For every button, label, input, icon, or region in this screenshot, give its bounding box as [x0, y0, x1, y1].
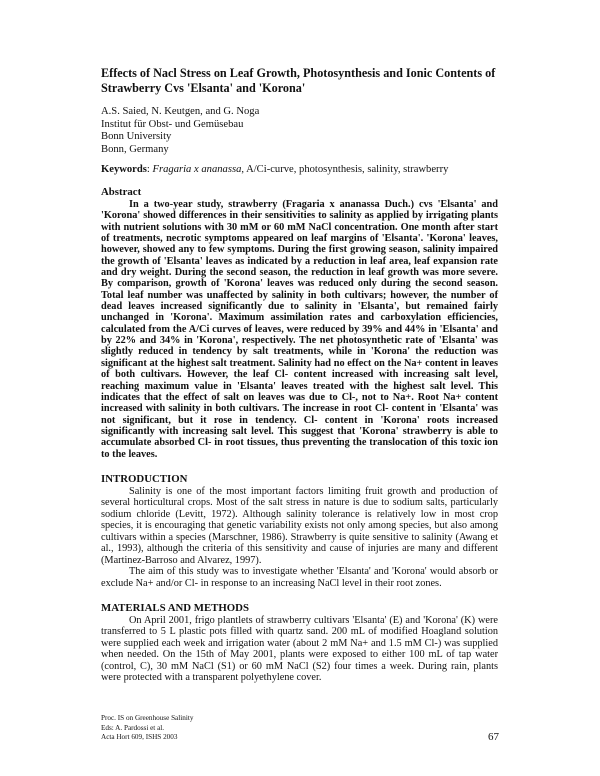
affiliation-line: Bonn, Germany: [101, 143, 169, 155]
footer-line: Proc. IS on Greenhouse Salinity: [101, 714, 194, 722]
affiliation-line: Bonn University: [101, 131, 172, 142]
affiliation: [101, 119, 498, 157]
keywords-species: Fragaria x ananassa: [152, 164, 242, 175]
affiliation-line: Institut für Obst- und Gemüsebau: [101, 118, 244, 130]
introduction-paragraph: The aim of this study was to investigate whether 'Elsanta' and 'Korona' would absorb or exclude Na+ and/or Cl- in response to an increasing NaCl level in their root zones.: [101, 566, 498, 589]
introduction-heading: INTRODUCTION: [101, 472, 188, 485]
introduction-paragraph: Salinity is one of the most important factors limiting fruit growth and production of several horticultural crops. Most of the salt stress in nature is due to sodium salts, particularly sodium chloride (Levitt, 1972). Although salinity tolerance is relatively low in most crop species, it is encouraging that genetic variability exists not only among species, but also among cultivars within a species (Marschner, 1986). Strawberry is quite sensitive to salinity (Awang et al., 1993), although the criteria of this sensitivity and cause of injuries are many and different (Martinez-Barroso and Alvarez, 1997).: [101, 485, 498, 566]
abstract-heading: Abstract: [101, 186, 142, 198]
footer-line: Acta Hort 609, ISHS 2003: [101, 733, 178, 741]
keywords-label: Keywords: [101, 164, 147, 175]
author-list: A.S. Saied, N. Keutgen, and G. Noga: [101, 106, 260, 117]
methods-heading: MATERIALS AND METHODS: [101, 601, 249, 614]
keywords-rest: , A/Ci-curve, photosynthesis, salinity, strawberry: [241, 164, 449, 175]
paper-title: Effects of Nacl Stress on Leaf Growth, Photosynthesis and Ionic Contents of Strawberry Cvs 'Elsanta' and 'Korona': [101, 66, 496, 95]
abstract-text: In a two-year study, strawberry (Fragaria x ananassa Duch.) cvs 'Elsanta' and 'Korona' showed differences in their sensitivities to salinity as applied by irrigating plants with nutrient solutions with 30 mM or 60 mM NaCl concentration. One month after start of treatments, necrotic symptoms appeared on leaf margins of 'Elsanta'. 'Korona' leaves, however, showed any to few symptoms. During the first growing season, salinity impaired the growth of 'Elsanta' leaves as indicated by a reduction in leaf area, leaf expansion rate and dry weight. During the second season, the reduction in leaf growth was more severe. By comparison, growth of 'Korona' leaves was reduced only during the second season. Total leaf number was unaffected by salinity in both cultivars; however, the number of dead leaves increased significantly due to salinity in 'Elsanta', but remained fairly unchanged in 'Korona'. Maximum assimilation rates and carboxylation efficiencies, calculated from the A/Ci curves of leaves, were reduced by 39% and 44% in 'Elsanta' and by 22% and 34% in 'Korona', respectively. The net photosynthetic rate of 'Elsanta' was slightly reduced in tendency by salt treatments, while in 'Korona' the reduction was significant at the highest salt treatment. Salinity had no effect on the Na+ content in leaves of both cultivars. However, the leaf Cl- content increased with increasing salt level, reaching maximum value in 'Elsanta' leaves treated with the highest salt level. This indicates that the effect of salt on leaves was due to Cl-, not to Na+. Root Na+ content increased with salinity in both cultivars. The increase in root Cl- content in 'Elsanta' was not significant, but it rose in tendency. Cl- content in 'Korona' roots increased significantly with increasing salt level. This suggest that 'Korona' strawberry is able to accumulate absorbed Cl- in root tissues, thus preventing the translocation of this toxic ion to the leaves.: [101, 199, 498, 460]
proceedings-footer: [101, 714, 193, 743]
page-number: 67: [488, 731, 499, 743]
footer-line: Eds: A. Pardossi et al.: [101, 723, 165, 732]
methods-paragraph: On April 2001, frigo plantlets of strawberry cultivars 'Elsanta' (E) and 'Korona' (K) were transferred to 5 L plastic pots filled with quartz sand. 200 mL of modified Hoagland solution were supplied each week and irrigation water (about 2 mM Na+ and 1.5 mM Cl-) was supplied when needed. On the 15th of May 2001, plants were exposed to either 100 mL of tap water (control, C), 30 mM NaCl (S1) or 60 mM NaCl (S2) four times a week. During rain, plants were protected with a transparent polyethylene cover.: [101, 614, 498, 684]
keywords-line: Keywords: Fragaria x ananassa, A/Ci-curve, photosynthesis, salinity, strawberry: [101, 164, 449, 175]
paper-page: [101, 66, 498, 684]
